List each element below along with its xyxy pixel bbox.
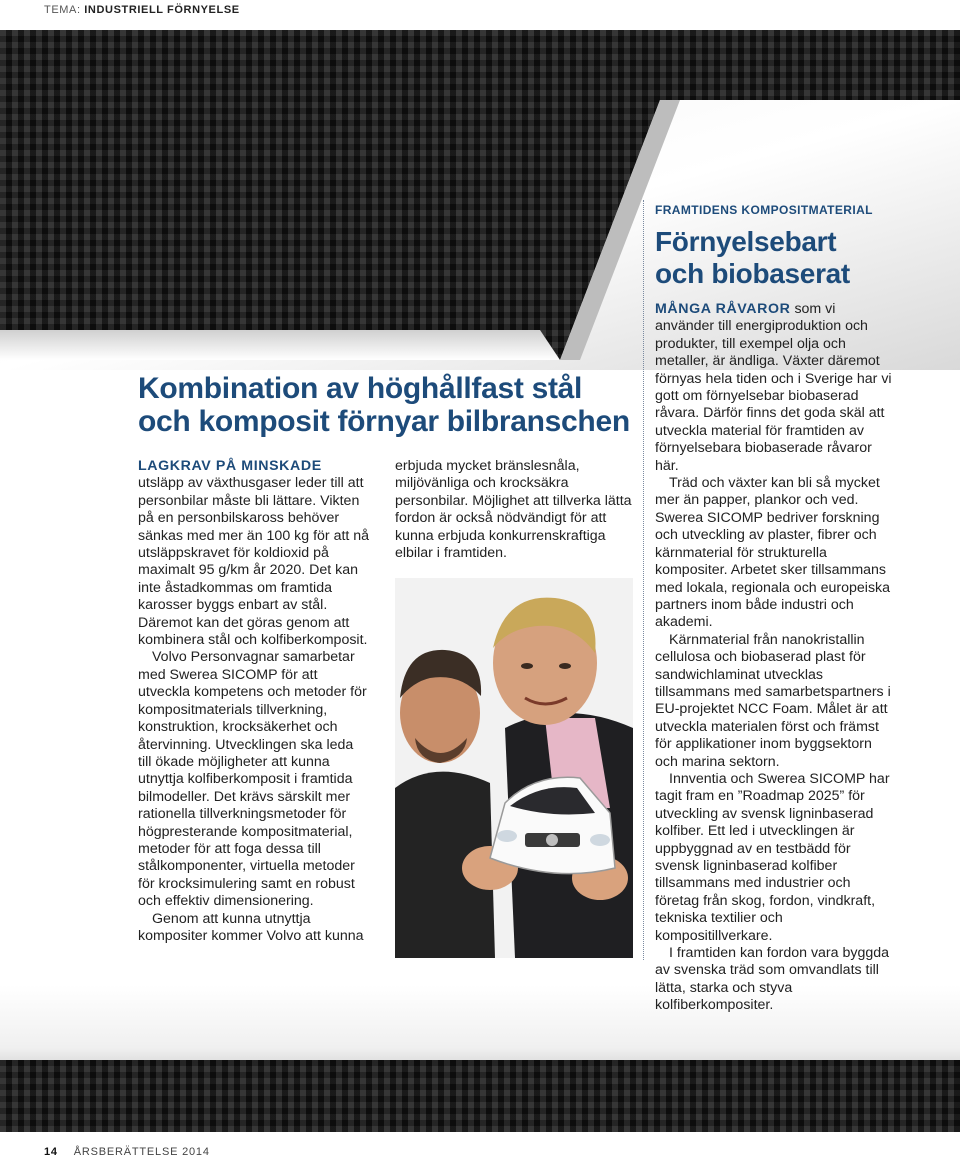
sidebar-kicker: FRAMTIDENS KOMPOSITMATERIAL (655, 203, 873, 217)
sidebar-paragraph-3: Kärnmaterial från nanokristallin cellulosa och biobaserad plast för sandwichlaminat utvecklas tillsammans med samarbetspartners i EU-projektet NCC Foam. Målet är att utveckla materialen först och främst för applikationer inom byggsektorn och marina sektorn. (655, 631, 891, 770)
article-paragraph-3: Genom att kunna utnyttja kompositer kommer Volvo att kunna (138, 910, 364, 944)
sidebar-body (655, 301, 895, 1015)
sidebar-paragraph-5: I framtiden kan fordon vara byggda av svenska träd som omvandlats till lätta, starka och styva kolfiberkompositer. (655, 945, 890, 1014)
publication-name: ÅRSBERÄTTELSE 2014 (73, 1146, 210, 1158)
photo-two-men-with-model-car (395, 578, 633, 958)
sidebar-headline (655, 226, 955, 290)
article-column-1 (138, 458, 370, 945)
article-paragraph-1: LAGKRAV PÅ MINSKADE utsläpp av växthusgaser leder till att personbilar måste bli lättare. Vikten på en personbilskaross behöver sänkas med mer än 100 kg för att nå utsläppskravet för koldioxid på maximalt 95 g/km år 2020. Det kan inte åstadkommas om framtida karosser byggs enbart av stål. Däremot kan det göras genom att kombinera stål och kolfiberkomposit. (138, 458, 370, 649)
article-paragraph-2: Volvo Personvagnar samarbetar med Swerea SICOMP för att utveckla kompetens och metoder för kompositmaterials tillverkning, konstruktion, krocksäkerhet och återvinning. Utvecklingen ska leda till ökade möjligheter att kunna utnyttja kolfiberkomposit i framtida bilmodeller. Det krävs särskilt mer rationella tillverkningsmetoder för högpresterande kompositmaterial, metoder för att foga dessa till stålkomponenter, virtuella metoder för krocksimulering samt en robust och effektiv dimensionering. (138, 649, 367, 910)
sidebar-paragraph-1: MÅNGA RÅVAROR som vi använder till energiproduktion och produkter, till exempel olja och metaller, är ändliga. Växter däremot förnyas hela tiden och i Sverige har vi gott om förnyelsebar biobaserad råvara. Därför finns det goda skäl att utveckla material för framtiden av förnyelsebara biobaserade råvaror här. (655, 301, 892, 474)
article-headline-line2: och komposit förnyar bilbranschen (138, 405, 630, 438)
sidebar-divider (643, 200, 644, 960)
section-topic: INDUSTRIELL FÖRNYELSE (84, 4, 240, 16)
sidebar-paragraph-4: Innventia och Swerea SICOMP har tagit fram en ”Roadmap 2025” för utveckling av svensk ligninbaserad kolfiber. Ett led i utvecklingen är uppbyggnad av en testbädd för svensk ligninbaserad kolfiber tillsammans med industrier och företag från skog, fordon, vindkraft, tekniska textilier och kompositillverkare. (655, 770, 890, 944)
sidebar-paragraph-2: Träd och växter kan bli så mycket mer än papper, plankor och ved. Swerea SICOMP bedriver forskning och utveckling av plaster, fibrer och kärnmaterial för strukturella kompositer. Arbetet sker tillsammans med lokala, regionala och europeiska partners inom både industri och akademi. (655, 475, 891, 631)
section-header (44, 4, 240, 16)
sidebar-headline-line2: och biobaserat (655, 258, 850, 289)
page-number: 14 (44, 1146, 58, 1158)
article-headline (138, 372, 638, 438)
article-lead-caps: LAGKRAV PÅ MINSKADE (138, 458, 322, 474)
article-column-2 (395, 458, 635, 562)
article-headline-line1: Kombination av höghållfast stål (138, 372, 583, 405)
carbon-fiber-background-bottom (0, 1060, 960, 1132)
page-footer (44, 1146, 210, 1158)
sidebar-headline-line1: Förnyelsebart (655, 226, 837, 257)
article-paragraph-4: erbjuda mycket bränslesnåla, miljövänliga och krocksäkra personbilar. Möjlighet att tillverka lätta fordon är också nödvändigt för att kunna erbjuda konkurrenskraftiga elbilar i framtiden. (395, 458, 632, 562)
sidebar-lead-caps: MÅNGA RÅVAROR (655, 301, 791, 317)
section-label: TEMA: (44, 4, 81, 16)
